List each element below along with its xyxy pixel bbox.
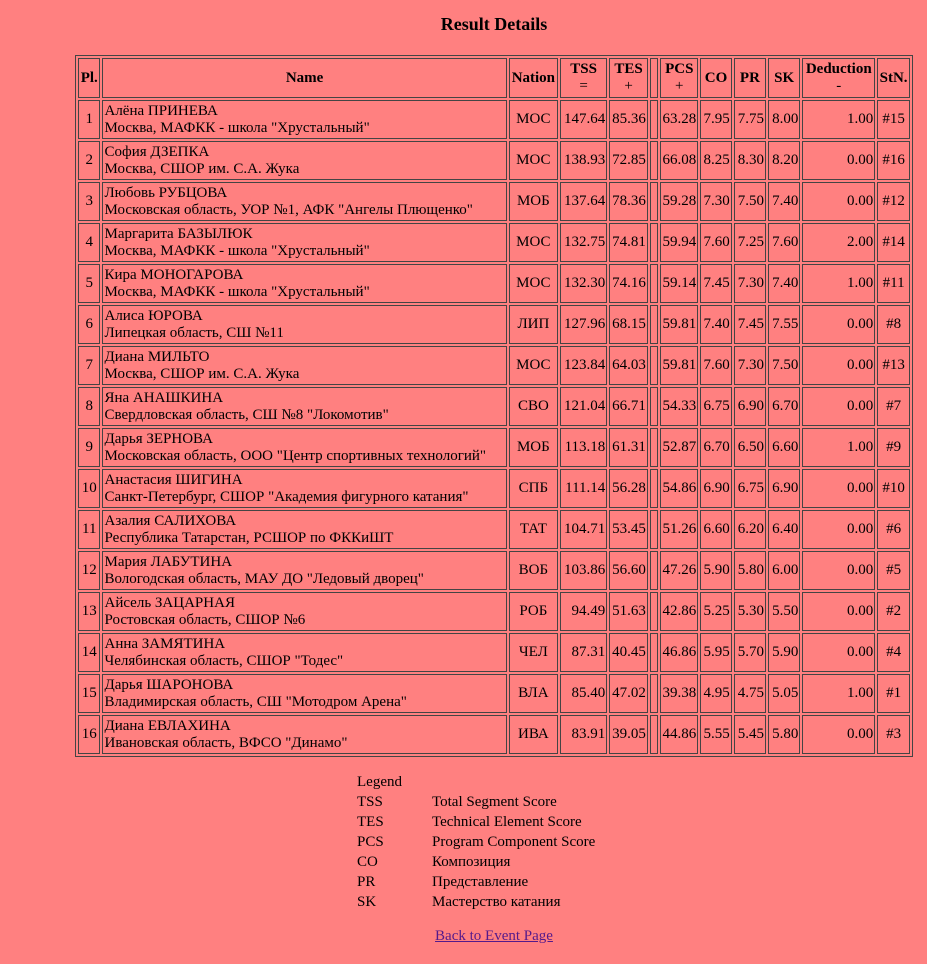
name-cell (102, 100, 506, 139)
nation-cell: МОС (509, 141, 558, 180)
nation-cell: СВО (509, 387, 558, 426)
start-number-cell: #5 (877, 551, 910, 590)
pcs-cell: 59.81 (660, 346, 698, 385)
tss-cell: 111.14 (560, 469, 607, 508)
deduction-cell: 2.00 (802, 223, 875, 262)
skater-club: Москва, СШОР им. С.А. Жука (104, 365, 300, 382)
tss-cell: 83.91 (560, 715, 607, 754)
skater-club: Москва, МАФКК - школа "Хрустальный" (104, 283, 370, 300)
pcs-cell: 47.26 (660, 551, 698, 590)
skater-name: Мария ЛАБУТИНА (104, 553, 233, 570)
nation-cell: МОБ (509, 428, 558, 467)
pcs-cell: 42.86 (660, 592, 698, 631)
legend-abbr: PCS (357, 834, 384, 850)
skater-name: Диана ЕВЛАХИНА (104, 717, 231, 734)
legend-item (357, 792, 595, 812)
start-number-cell: #3 (877, 715, 910, 754)
table-row (78, 305, 910, 344)
spacer-cell (650, 387, 658, 426)
sk-cell: 7.50 (768, 346, 800, 385)
place-cell: 12 (78, 551, 100, 590)
sk-cell: 5.80 (768, 715, 800, 754)
name-cell (102, 715, 506, 754)
sk-cell: 6.60 (768, 428, 800, 467)
table-row (78, 715, 910, 754)
pcs-cell: 44.86 (660, 715, 698, 754)
name-cell (102, 633, 506, 672)
skater-name: Дарья ШАРОНОВА (104, 676, 234, 693)
legend-description: Композиция (432, 854, 511, 870)
deduction-cell: 0.00 (802, 182, 875, 221)
nation-cell: МОС (509, 223, 558, 262)
spacer-cell (650, 715, 658, 754)
co-cell: 5.95 (700, 633, 732, 672)
tss-cell: 87.31 (560, 633, 607, 672)
pr-cell: 6.90 (734, 387, 766, 426)
table-row (78, 100, 910, 139)
pr-cell: 4.75 (734, 674, 766, 713)
results-table (75, 55, 913, 757)
legend-description: Total Segment Score (432, 794, 557, 810)
table-row (78, 510, 910, 549)
skater-club: Челябинская область, СШОР "Тодес" (104, 652, 344, 669)
pcs-cell: 59.28 (660, 182, 698, 221)
col-header-tes-label: TES (614, 61, 643, 77)
co-cell: 6.70 (700, 428, 732, 467)
legend-abbr: TES (357, 814, 384, 830)
skater-name: Алёна ПРИНЕВА (104, 102, 218, 119)
table-row (78, 223, 910, 262)
place-cell: 5 (78, 264, 100, 303)
table-row (78, 182, 910, 221)
nation-cell: РОБ (509, 592, 558, 631)
skater-name: Азалия САЛИХОВА (104, 512, 237, 529)
place-cell: 4 (78, 223, 100, 262)
skater-club: Московская область, ООО "Центр спортивных технологий" (104, 447, 487, 464)
skater-club: Ростовская область, СШОР №6 (104, 611, 306, 628)
tes-cell: 56.28 (609, 469, 648, 508)
pr-cell: 7.50 (734, 182, 766, 221)
name-cell (102, 264, 506, 303)
spacer-cell (650, 182, 658, 221)
skater-name: Анна ЗАМЯТИНА (104, 635, 226, 652)
nation-cell: ЛИП (509, 305, 558, 344)
spacer-cell (650, 346, 658, 385)
skater-name: София ДЗЕПКА (104, 143, 210, 160)
place-cell: 3 (78, 182, 100, 221)
col-header-tes-sub: + (624, 78, 633, 94)
deduction-cell: 0.00 (802, 715, 875, 754)
pcs-cell: 59.14 (660, 264, 698, 303)
skater-name: Диана МИЛЬТО (104, 348, 210, 365)
name-cell (102, 346, 506, 385)
skater-name: Любовь РУБЦОВА (104, 184, 228, 201)
name-cell (102, 551, 506, 590)
nation-cell: ТАТ (509, 510, 558, 549)
sk-cell: 6.00 (768, 551, 800, 590)
pr-cell: 7.30 (734, 264, 766, 303)
place-cell: 6 (78, 305, 100, 344)
skater-name: Дарья ЗЕРНОВА (104, 430, 213, 447)
deduction-cell: 0.00 (802, 510, 875, 549)
pcs-cell: 46.86 (660, 633, 698, 672)
skater-name: Кира МОНОГАРОВА (104, 266, 244, 283)
pr-cell: 6.75 (734, 469, 766, 508)
spacer-cell (650, 305, 658, 344)
col-header-deduction-label: Deduction (805, 61, 872, 77)
start-number-cell: #9 (877, 428, 910, 467)
pr-cell: 5.45 (734, 715, 766, 754)
pr-cell: 5.80 (734, 551, 766, 590)
pr-cell: 7.45 (734, 305, 766, 344)
col-header-name: Name (102, 58, 506, 98)
place-cell: 16 (78, 715, 100, 754)
pcs-cell: 63.28 (660, 100, 698, 139)
tes-cell: 68.15 (609, 305, 648, 344)
skater-club: Свердловская область, СШ №8 "Локомотив" (104, 406, 389, 423)
deduction-cell: 0.00 (802, 633, 875, 672)
tes-cell: 74.81 (609, 223, 648, 262)
name-cell (102, 387, 506, 426)
nation-cell: МОБ (509, 182, 558, 221)
nation-cell: ЧЕЛ (509, 633, 558, 672)
spacer-cell (650, 428, 658, 467)
tss-cell: 113.18 (560, 428, 607, 467)
legend-description: Program Component Score (432, 834, 596, 850)
tss-cell: 121.04 (560, 387, 607, 426)
tss-cell: 85.40 (560, 674, 607, 713)
co-cell: 5.25 (700, 592, 732, 631)
tss-cell: 123.84 (560, 346, 607, 385)
table-row (78, 387, 910, 426)
col-header-spacer (650, 58, 658, 98)
sk-cell: 8.00 (768, 100, 800, 139)
legend-title-row (357, 772, 595, 792)
nation-cell: МОС (509, 346, 558, 385)
name-cell (102, 510, 506, 549)
tss-cell: 94.49 (560, 592, 607, 631)
co-cell: 7.60 (700, 223, 732, 262)
pcs-cell: 66.08 (660, 141, 698, 180)
name-cell (102, 469, 506, 508)
table-row (78, 674, 910, 713)
name-cell (102, 141, 506, 180)
start-number-cell: #16 (877, 141, 910, 180)
table-row (78, 141, 910, 180)
nation-cell: ИВА (509, 715, 558, 754)
start-number-cell: #13 (877, 346, 910, 385)
skater-name: Маргарита БАЗЫЛЮК (104, 225, 253, 242)
skater-name: Айсель ЗАЦАРНАЯ (104, 594, 235, 611)
pcs-cell: 51.26 (660, 510, 698, 549)
co-cell: 7.60 (700, 346, 732, 385)
pcs-cell: 54.86 (660, 469, 698, 508)
tes-cell: 78.36 (609, 182, 648, 221)
spacer-cell (650, 510, 658, 549)
co-cell: 6.90 (700, 469, 732, 508)
name-cell (102, 674, 506, 713)
pcs-cell: 59.94 (660, 223, 698, 262)
spacer-cell (650, 141, 658, 180)
legend-description: Представление (432, 874, 529, 890)
skater-club: Москва, МАФКК - школа "Хрустальный" (104, 119, 370, 136)
start-number-cell: #2 (877, 592, 910, 631)
skater-club: Липецкая область, СШ №11 (104, 324, 284, 341)
co-cell: 7.45 (700, 264, 732, 303)
tes-cell: 47.02 (609, 674, 648, 713)
deduction-cell: 0.00 (802, 551, 875, 590)
legend-item (357, 892, 595, 912)
tes-cell: 74.16 (609, 264, 648, 303)
col-header-tes (609, 58, 648, 98)
sk-cell: 8.20 (768, 141, 800, 180)
skater-name: Яна АНАШКИНА (104, 389, 224, 406)
tss-cell: 137.64 (560, 182, 607, 221)
skater-club: Москва, СШОР им. С.А. Жука (104, 160, 300, 177)
start-number-cell: #15 (877, 100, 910, 139)
table-row (78, 264, 910, 303)
pcs-cell: 54.33 (660, 387, 698, 426)
sk-cell: 6.70 (768, 387, 800, 426)
col-header-deduction (802, 58, 875, 98)
table-row (78, 469, 910, 508)
page-title: Result Details (440, 14, 548, 34)
tes-cell: 53.45 (609, 510, 648, 549)
legend-item (357, 872, 595, 892)
tss-cell: 132.30 (560, 264, 607, 303)
legend-description: Мастерство катания (432, 894, 561, 910)
col-header-start-number: StN. (877, 58, 910, 98)
place-cell: 2 (78, 141, 100, 180)
sk-cell: 7.40 (768, 182, 800, 221)
co-cell: 4.95 (700, 674, 732, 713)
start-number-cell: #7 (877, 387, 910, 426)
tss-cell: 138.93 (560, 141, 607, 180)
spacer-cell (650, 592, 658, 631)
pcs-cell: 59.81 (660, 305, 698, 344)
sk-cell: 6.40 (768, 510, 800, 549)
sk-cell: 5.90 (768, 633, 800, 672)
spacer-cell (650, 551, 658, 590)
start-number-cell: #12 (877, 182, 910, 221)
nation-cell: МОС (509, 264, 558, 303)
deduction-cell: 0.00 (802, 305, 875, 344)
place-cell: 13 (78, 592, 100, 631)
legend-body (357, 772, 595, 912)
tss-cell: 104.71 (560, 510, 607, 549)
name-cell (102, 223, 506, 262)
start-number-cell: #8 (877, 305, 910, 344)
col-header-sk: SK (768, 58, 800, 98)
co-cell: 7.30 (700, 182, 732, 221)
legend-item (357, 852, 595, 872)
tss-cell: 132.75 (560, 223, 607, 262)
legend-abbr: PR (357, 874, 376, 890)
col-header-co: CO (700, 58, 732, 98)
sk-cell: 5.05 (768, 674, 800, 713)
deduction-cell: 1.00 (802, 428, 875, 467)
deduction-cell: 1.00 (802, 674, 875, 713)
place-cell: 14 (78, 633, 100, 672)
name-cell (102, 305, 506, 344)
legend-title: Legend (357, 774, 402, 790)
pr-cell: 7.30 (734, 346, 766, 385)
skater-club: Москва, МАФКК - школа "Хрустальный" (104, 242, 370, 259)
tes-cell: 39.05 (609, 715, 648, 754)
legend-item (357, 832, 595, 852)
col-header-pcs-sub: + (675, 78, 684, 94)
legend (357, 772, 595, 912)
tes-cell: 61.31 (609, 428, 648, 467)
skater-name: Алиса ЮРОВА (104, 307, 203, 324)
deduction-cell: 1.00 (802, 264, 875, 303)
start-number-cell: #1 (877, 674, 910, 713)
deduction-cell: 0.00 (802, 346, 875, 385)
co-cell: 6.60 (700, 510, 732, 549)
skater-club: Владимирская область, СШ "Мотодром Арена" (104, 693, 407, 710)
spacer-cell (650, 674, 658, 713)
col-header-pcs (660, 58, 698, 98)
sk-cell: 6.90 (768, 469, 800, 508)
col-header-tss-sub: = (579, 78, 588, 94)
name-cell (102, 182, 506, 221)
pr-cell: 5.30 (734, 592, 766, 631)
table-row (78, 592, 910, 631)
results-body (78, 100, 910, 754)
spacer-cell (650, 223, 658, 262)
tss-cell: 147.64 (560, 100, 607, 139)
pcs-cell: 39.38 (660, 674, 698, 713)
co-cell: 8.25 (700, 141, 732, 180)
tes-cell: 72.85 (609, 141, 648, 180)
start-number-cell: #14 (877, 223, 910, 262)
tss-cell: 103.86 (560, 551, 607, 590)
place-cell: 10 (78, 469, 100, 508)
legend-abbr: CO (357, 854, 378, 870)
tes-cell: 85.36 (609, 100, 648, 139)
co-cell: 6.75 (700, 387, 732, 426)
col-header-pr: PR (734, 58, 766, 98)
start-number-cell: #11 (877, 264, 910, 303)
tes-cell: 56.60 (609, 551, 648, 590)
co-cell: 7.95 (700, 100, 732, 139)
skater-club: Республика Татарстан, РСШОР по ФККиШТ (104, 529, 394, 546)
deduction-cell: 0.00 (802, 387, 875, 426)
pr-cell: 7.25 (734, 223, 766, 262)
skater-club: Санкт-Петербург, СШОР "Академия фигурного катания" (104, 488, 469, 505)
place-cell: 1 (78, 100, 100, 139)
place-cell: 9 (78, 428, 100, 467)
nation-cell: СПБ (509, 469, 558, 508)
back-link-container (0, 928, 927, 945)
skater-club: Московская область, УОР №1, АФК "Ангелы Плющенко" (104, 201, 473, 218)
spacer-cell (650, 633, 658, 672)
pr-cell: 6.50 (734, 428, 766, 467)
tss-cell: 127.96 (560, 305, 607, 344)
sk-cell: 7.60 (768, 223, 800, 262)
co-cell: 7.40 (700, 305, 732, 344)
start-number-cell: #6 (877, 510, 910, 549)
nation-cell: ВЛА (509, 674, 558, 713)
start-number-cell: #4 (877, 633, 910, 672)
col-header-deduction-sub: - (836, 78, 842, 94)
name-cell (102, 428, 506, 467)
col-header-tss (560, 58, 607, 98)
col-header-nation: Nation (509, 58, 558, 98)
col-header-place: Pl. (78, 58, 100, 98)
deduction-cell: 0.00 (802, 469, 875, 508)
legend-item (357, 812, 595, 832)
table-row (78, 551, 910, 590)
legend-abbr: TSS (357, 794, 383, 810)
col-header-pcs-label: PCS (665, 61, 694, 77)
pcs-cell: 52.87 (660, 428, 698, 467)
table-row (78, 346, 910, 385)
place-cell: 15 (78, 674, 100, 713)
skater-club: Вологодская область, МАУ ДО "Ледовый дворец" (104, 570, 424, 587)
pr-cell: 5.70 (734, 633, 766, 672)
deduction-cell: 0.00 (802, 141, 875, 180)
col-header-tss-label: TSS (570, 61, 597, 77)
co-cell: 5.55 (700, 715, 732, 754)
skater-club: Ивановская область, ВФСО "Динамо" (104, 734, 348, 751)
spacer-cell (650, 264, 658, 303)
pr-cell: 8.30 (734, 141, 766, 180)
deduction-cell: 1.00 (802, 100, 875, 139)
nation-cell: ВОБ (509, 551, 558, 590)
pr-cell: 7.75 (734, 100, 766, 139)
place-cell: 11 (78, 510, 100, 549)
place-cell: 8 (78, 387, 100, 426)
start-number-cell: #10 (877, 469, 910, 508)
sk-cell: 7.55 (768, 305, 800, 344)
legend-abbr: SK (357, 894, 377, 910)
tes-cell: 66.71 (609, 387, 648, 426)
spacer-cell (650, 100, 658, 139)
back-to-event-link[interactable]: Back to Event Page (435, 928, 553, 944)
legend-description: Technical Element Score (432, 814, 582, 830)
deduction-cell: 0.00 (802, 592, 875, 631)
table-row (78, 633, 910, 672)
tes-cell: 64.03 (609, 346, 648, 385)
table-header-row (78, 58, 910, 98)
nation-cell: МОС (509, 100, 558, 139)
sk-cell: 7.40 (768, 264, 800, 303)
sk-cell: 5.50 (768, 592, 800, 631)
tes-cell: 51.63 (609, 592, 648, 631)
place-cell: 7 (78, 346, 100, 385)
table-row (78, 428, 910, 467)
tes-cell: 40.45 (609, 633, 648, 672)
pr-cell: 6.20 (734, 510, 766, 549)
skater-name: Анастасия ШИГИНА (104, 471, 243, 488)
co-cell: 5.90 (700, 551, 732, 590)
name-cell (102, 592, 506, 631)
spacer-cell (650, 469, 658, 508)
